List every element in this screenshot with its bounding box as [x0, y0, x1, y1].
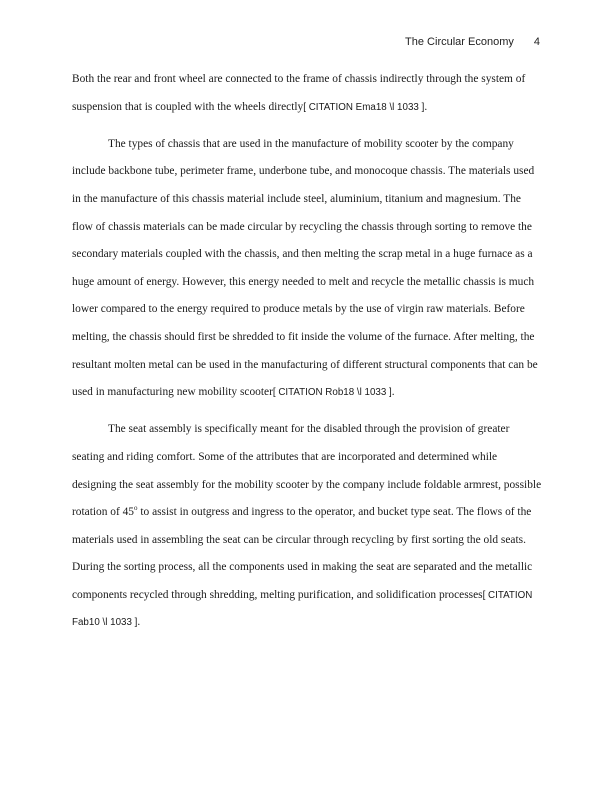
running-head-title: The Circular Economy [405, 36, 514, 48]
page-number: 4 [533, 36, 540, 48]
citation-field: [ CITATION Rob18 \l 1033 ] [272, 387, 392, 399]
paragraph-text: The types of chassis that are used in the manufacture of mobility scooter by the company include backbone tube, perimeter frame, underbone tube, and monocoque chassis. The materials used in the manufacture of this chassis material include steel, aluminium, titanium and magnesium. The flow of chassis materials can be made circular by recycling the chassis through sorting to remove the secondary materials coupled with the chassis, and then melting the scrap metal in a huge furnace as a huge amount of energy. However, this energy needed to melt and recycle the metallic chassis is much lower compared to the energy required to produce metals by the use of virgin raw materials. Before melting, the chassis should first be shredded to fit inside the volume of the furnace. After melting, the resultant molten metal can be used in the manufacturing of different structural components that can be used in manufacturing new mobility scooter [72, 137, 538, 399]
citation-field: [ CITATION Ema18 \l 1033 ] [303, 101, 425, 113]
document-body [72, 66, 542, 637]
paragraph-text: to assist in outgress and ingress to the operator, and bucket type seat. The flows of the materials used in assembling the seat can be circular through recycling by first sorting the old seats. During the sorting process, all the components used in making the seat are separated and the metallic components recycled through shredding, melting purification, and solidification processes [72, 506, 533, 601]
paragraph-text: Both the rear and front wheel are connected to the frame of chassis indirectly through the system of suspension that is coupled with the wheels directly [72, 73, 526, 113]
paragraph-text: The seat assembly is specifically meant for the disabled through the provision of greater seating and riding comfort. Some of the attributes that are incorporated and determined while designing the seat assembly for the mobility scooter by the company include foldable armrest, possible rotation of 45 [72, 423, 542, 519]
paragraph-chassis: The types of chassis that are used in the manufacture of mobility scooter by the company include backbone tube, perimeter frame, underbone tube, and monocoque chassis. The materials used in the manufacture of this chassis material include steel, aluminium, titanium and magnesium. The flow of chassis materials can be made circular by recycling the chassis through sorting to remove the secondary materials coupled with the chassis, and then melting the scrap metal in a huge furnace as a huge amount of energy. However, this energy needed to melt and recycle the metallic chassis is much lower compared to the energy required to produce metals by the use of virgin raw materials. Before melting, the chassis should first be shredded to fit inside the volume of the furnace. After melting, the resultant molten metal can be used in the manufacturing of different structural components that can be used in manufacturing new mobility scooter[ CITATION Rob18 \l 1033 ]. [72, 137, 538, 399]
paragraph-wheels: Both the rear and front wheel are connected to the frame of chassis indirectly through the system of suspension that is coupled with the wheels directly[ CITATION Ema18 \l 1033 ]. [72, 73, 526, 113]
degree-superscript: o [134, 504, 138, 513]
citation-field: [ CITATION Fab10 \l 1033 ] [72, 589, 533, 629]
page-header [405, 36, 540, 48]
paragraph-seat: The seat assembly is specifically meant for the disabled through the provision of greater seating and riding comfort. Some of the attributes that are incorporated and determined while designing the seat assembly for the mobility scooter by the company include foldable armrest, possible rotation of 45$^o$ to assist in outgress and ingress to the operator, and bucket type seat. The flows of the materials used in assembling the seat can be circular through recycling by first sorting the old seats. During the sorting process, all the components used in making the seat are separated and the metallic components recycled through shredding, melting purification, and solidification processes[ CITATION Fab10 \l 1033 ]. [72, 423, 542, 629]
